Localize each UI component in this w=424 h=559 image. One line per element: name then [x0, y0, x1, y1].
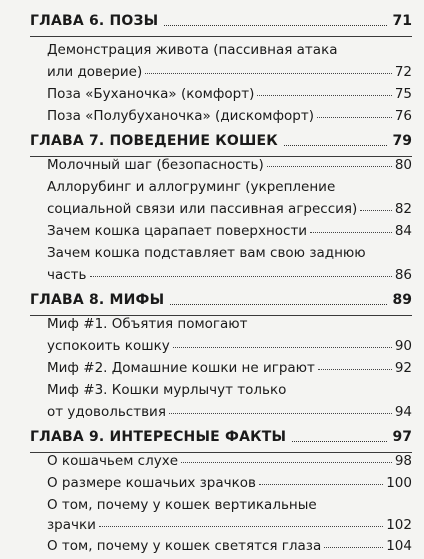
entry-text: Демонстрация живота (пассивная атака	[47, 42, 338, 58]
toc-entry	[47, 242, 412, 264]
chapter-page: 71	[392, 13, 412, 29]
toc-entry	[47, 514, 412, 536]
entry-text: Молочный шаг (безопасность)	[47, 157, 264, 173]
leader-dots	[318, 369, 392, 370]
toc-entry	[47, 450, 412, 472]
leader-dots	[257, 95, 391, 96]
entry-text: Поза «Полубуханочка» (дискомфорт)	[47, 108, 314, 124]
entry-text: Миф #3. Кошки мурлычут только	[47, 382, 287, 398]
chapter-title: ГЛАВА 6. ПОЗЫ	[30, 13, 161, 29]
entry-page: 104	[386, 538, 412, 554]
toc-entry	[47, 494, 412, 516]
entry-text: от удовольствия	[47, 404, 166, 420]
toc-entry	[47, 61, 412, 83]
chapter-page: 97	[392, 429, 412, 445]
leader-dots	[169, 413, 392, 414]
entry-text: Зачем кошка подставляет вам свою заднюю	[47, 245, 366, 261]
chapter-8-heading	[30, 285, 412, 316]
toc-entry	[47, 313, 412, 335]
leader-dots	[145, 73, 392, 74]
chapter-title: ГЛАВА 9. ИНТЕРЕСНЫЕ ФАКТЫ	[30, 429, 289, 445]
toc-entry	[47, 176, 412, 198]
entry-page: 80	[394, 157, 412, 173]
toc-entry	[47, 220, 412, 242]
entry-text: О том, почему у кошек вертикальные	[47, 497, 317, 513]
leader-dots	[170, 304, 386, 305]
entry-text: О кошачьем слухе	[47, 453, 179, 469]
leader-dots	[317, 117, 392, 118]
entry-page: 75	[394, 86, 412, 102]
entry-page: 100	[386, 475, 412, 491]
leader-dots	[99, 526, 383, 527]
toc-entry	[47, 535, 412, 557]
entry-text: или доверие)	[47, 64, 143, 80]
leader-dots	[267, 166, 392, 167]
leader-dots	[292, 441, 386, 442]
entry-text: зрачки	[47, 517, 96, 533]
leader-dots	[324, 547, 383, 548]
chapter-6-heading	[30, 6, 412, 37]
chapter-page: 89	[392, 292, 412, 308]
toc-entry	[47, 154, 412, 176]
toc-entry	[47, 83, 412, 105]
entry-text: социальной связи или пассивная агрессия)	[47, 201, 358, 217]
entry-text: успокоить кошку	[47, 338, 170, 354]
toc-entry	[47, 198, 412, 220]
toc-entry	[47, 357, 412, 379]
entry-page: 102	[386, 517, 412, 533]
leader-dots	[360, 210, 392, 211]
chapter-7-heading	[30, 126, 412, 157]
chapter-9-heading	[30, 422, 412, 453]
entry-page: 82	[394, 201, 412, 217]
leader-dots	[90, 276, 392, 277]
entry-text: О том, почему у кошек светятся глаза	[47, 538, 322, 554]
entry-page: 86	[394, 267, 412, 283]
entry-text: часть	[47, 267, 87, 283]
toc-entry	[47, 401, 412, 423]
entry-page: 72	[394, 64, 412, 80]
chapter-page: 79	[392, 133, 412, 149]
leader-dots	[284, 145, 387, 146]
chapter-title: ГЛАВА 8. МИФЫ	[30, 292, 167, 308]
leader-dots	[173, 347, 392, 348]
toc-entry	[47, 105, 412, 127]
chapter-title: ГЛАВА 7. ПОВЕДЕНИЕ КОШЕК	[30, 133, 281, 149]
toc-entry	[47, 39, 412, 61]
entry-page: 92	[394, 360, 412, 376]
toc-entry	[47, 379, 412, 401]
toc-entry	[47, 335, 412, 357]
entry-page: 98	[394, 453, 412, 469]
leader-dots	[310, 232, 392, 233]
toc-entry	[47, 264, 412, 286]
entry-text: Поза «Буханочка» (комфорт)	[47, 86, 255, 102]
entry-page: 90	[394, 338, 412, 354]
entry-page: 76	[394, 108, 412, 124]
leader-dots	[181, 462, 392, 463]
leader-dots	[164, 25, 386, 26]
leader-dots	[259, 484, 383, 485]
entry-text: Зачем кошка царапает поверхности	[47, 223, 308, 239]
entry-text: Аллорубинг и аллогруминг (укрепление	[47, 179, 336, 195]
entry-text: О размере кошачьих зрачков	[47, 475, 256, 491]
entry-page: 84	[394, 223, 412, 239]
toc-entry	[47, 472, 412, 494]
entry-text: Миф #2. Домашние кошки не играют	[47, 360, 315, 376]
entry-text: Миф #1. Объятия помогают	[47, 316, 248, 332]
entry-page: 94	[394, 404, 412, 420]
